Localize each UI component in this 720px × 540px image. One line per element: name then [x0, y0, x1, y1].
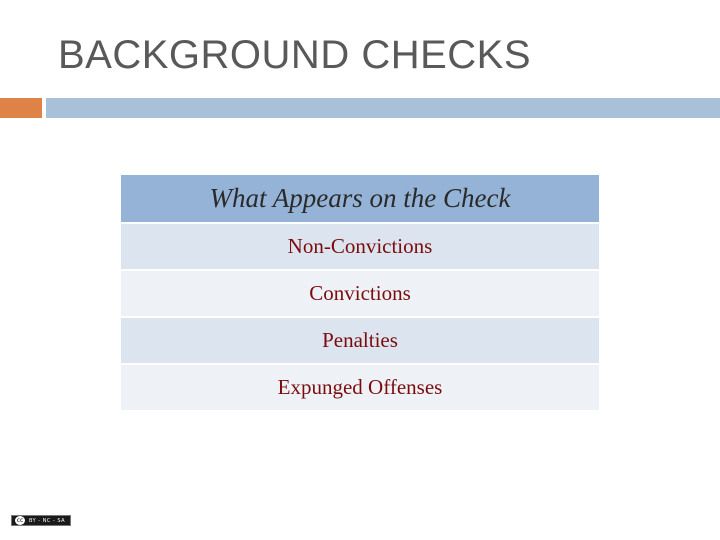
- creative-commons-icon: cc: [16, 517, 24, 524]
- creative-commons-badge: [11, 515, 71, 526]
- license-text: BY - NC - SA: [29, 517, 66, 524]
- title-underline-bar: [46, 98, 720, 118]
- check-contents-table: [121, 175, 599, 412]
- slide-title: BACKGROUND CHECKS: [58, 33, 532, 77]
- table-row: Expunged Offenses: [121, 365, 599, 410]
- table-header: What Appears on the Check: [121, 175, 599, 222]
- table-row: Convictions: [121, 271, 599, 316]
- title-accent-bar: [0, 98, 42, 118]
- table-row: Non-Convictions: [121, 224, 599, 269]
- table-row: Penalties: [121, 318, 599, 363]
